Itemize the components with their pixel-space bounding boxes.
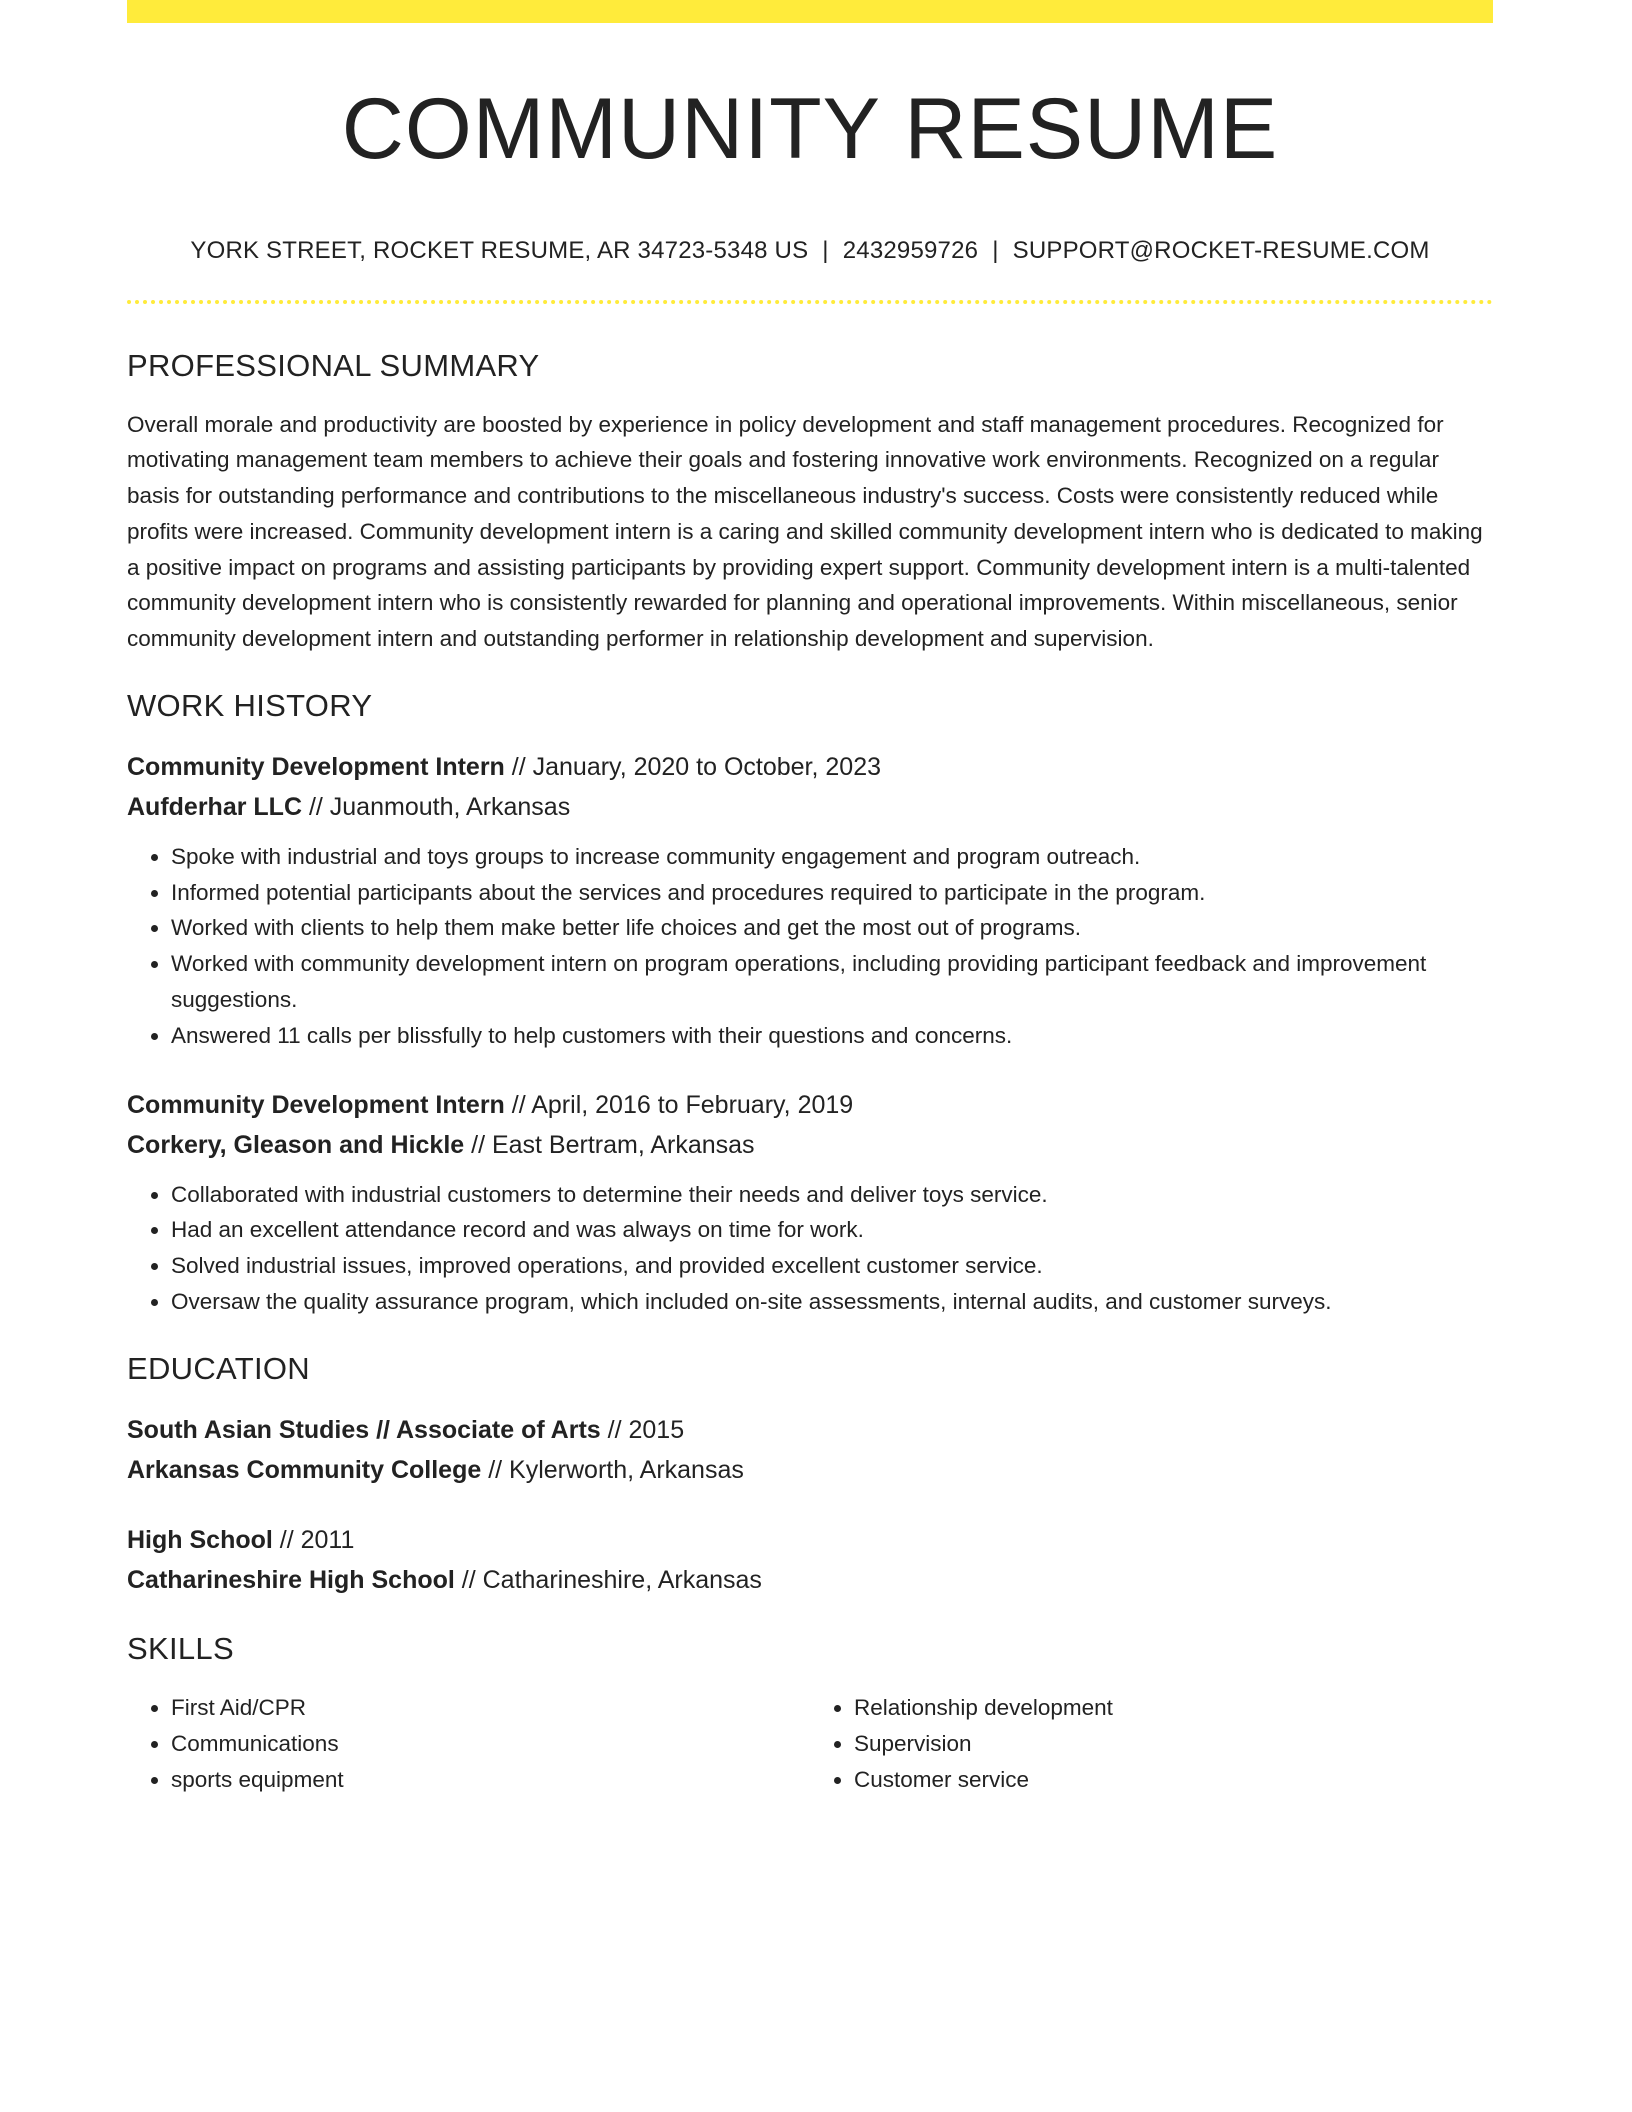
job-entry (127, 1085, 1493, 1165)
edu-year: // 2015 (600, 1416, 685, 1445)
skills-column-right (810, 1690, 1493, 1797)
skills-column-left (127, 1690, 810, 1797)
school-location: // Catharineshire, Arkansas (454, 1566, 762, 1595)
address: YORK STREET, ROCKET RESUME, AR 34723-5348 US (190, 236, 809, 264)
skill-item: • Relationship development (854, 1690, 1493, 1726)
dotted-divider (127, 300, 1493, 304)
contact-line (127, 237, 1493, 265)
job-title-line (127, 747, 1493, 787)
skill-item: • Communications (171, 1726, 810, 1762)
summary-text: Overall morale and productivity are boosted by experience in policy development and staff management procedures. Recognized for motivating management team members to achieve their goals and fostering innovative work environments. Recognized on a regular basis for outstanding performance and contributions to the miscellaneous industry's success. Costs were consistently reduced while profits were increased. Community development intern is a caring and skilled community development intern who is dedicated to making a positive impact on programs and assisting participants by providing expert support. Community development intern is a multi-talented community development intern who is consistently rewarded for planning and operational improvements. Within miscellaneous, senior community development intern and outstanding performer in relationship development and supervision. (127, 411, 1483, 651)
email: SUPPORT@ROCKET-RESUME.COM (1012, 236, 1430, 264)
degree-line (127, 1410, 1493, 1450)
education-entry (127, 1520, 1493, 1600)
job-location: // East Bertram, Arkansas (464, 1130, 755, 1159)
summary-heading: PROFESSIONAL SUMMARY (127, 347, 540, 383)
skill-item: • First Aid/CPR (171, 1690, 810, 1726)
degree-line (127, 1520, 1493, 1560)
separator: | (822, 236, 829, 264)
job-entry (127, 747, 1493, 827)
work-history-heading: WORK HISTORY (127, 687, 373, 723)
resume-name: COMMUNITY RESUME (341, 81, 1279, 177)
job-company: Aufderhar LLC (127, 792, 302, 821)
job-company-line (127, 1125, 1493, 1165)
job-bullets (127, 839, 1493, 1054)
school-location: // Kylerworth, Arkansas (481, 1456, 744, 1485)
list-item: • Worked with clients to help them make better life choices and get the most out of programs. (171, 910, 1493, 946)
school-line (127, 1560, 1493, 1600)
skill-item: • sports equipment (171, 1762, 810, 1798)
education-entry (127, 1410, 1493, 1490)
degree: High School (127, 1526, 273, 1555)
list-item: • Had an excellent attendance record and was always on time for work. (171, 1212, 1493, 1248)
phone: 2432959726 (842, 236, 979, 264)
job-dates: // April, 2016 to February, 2019 (504, 1090, 854, 1119)
list-item: • Spoke with industrial and toys groups to increase community engagement and program outreach. (171, 839, 1493, 875)
job-title: Community Development Intern (127, 1090, 505, 1119)
resume-page (127, 0, 1493, 1798)
school: Arkansas Community College (127, 1456, 482, 1485)
job-title: Community Development Intern (127, 752, 505, 781)
list-item: • Oversaw the quality assurance program, which included on-site assessments, internal audits, and customer surveys. (171, 1284, 1493, 1320)
list-item: • Answered 11 calls per blissfully to help customers with their questions and concerns. (171, 1018, 1493, 1054)
skill-item: • Customer service (854, 1762, 1493, 1798)
job-bullets (127, 1177, 1493, 1320)
separator: | (992, 236, 999, 264)
job-company-line (127, 787, 1493, 827)
school-line (127, 1450, 1493, 1490)
list-item: • Worked with community development intern on program operations, including providing participant feedback and improvement suggestions. (171, 946, 1493, 1018)
job-company: Corkery, Gleason and Hickle (127, 1130, 465, 1159)
education-heading: EDUCATION (127, 1350, 310, 1386)
school: Catharineshire High School (127, 1566, 455, 1595)
edu-year: // 2011 (272, 1526, 355, 1555)
list-item: • Informed potential participants about the services and procedures required to participate in the program. (171, 875, 1493, 911)
job-title-line (127, 1085, 1493, 1125)
job-dates: // January, 2020 to October, 2023 (504, 752, 881, 781)
skills-heading: SKILLS (127, 1631, 234, 1667)
list-item: • Solved industrial issues, improved operations, and provided excellent customer service. (171, 1248, 1493, 1284)
degree: South Asian Studies // Associate of Arts (127, 1416, 601, 1445)
list-item: • Collaborated with industrial customers to determine their needs and deliver toys service. (171, 1177, 1493, 1213)
job-location: // Juanmouth, Arkansas (302, 792, 571, 821)
top-accent-bar (127, 0, 1493, 23)
skills-list (127, 1690, 1493, 1797)
skill-item: • Supervision (854, 1726, 1493, 1762)
